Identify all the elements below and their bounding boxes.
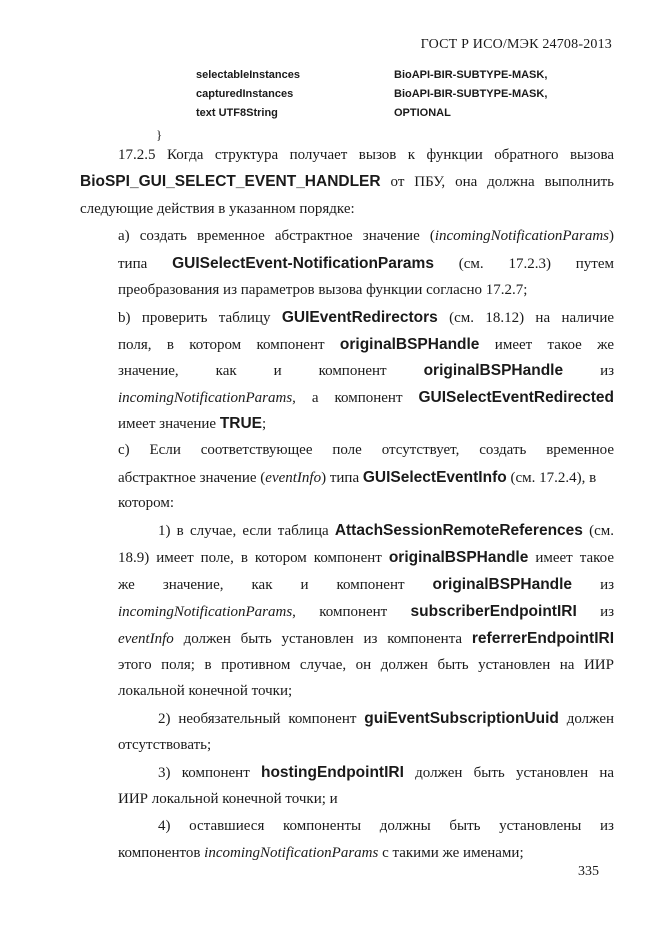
- list-item-a: a) создать временное абстрактное значение (incomingNotificationParams): [118, 228, 614, 244]
- sub-item-1-line: же значение, как и компонент originalBSPHandle из: [118, 576, 615, 593]
- paragraph-line: BioSPI_GUI_SELECT_EVENT_HANDLER от ПБУ, она должна выполнить: [80, 173, 614, 190]
- list-item-b-line: incomingNotificationParams, а компонент GUISelectEventRedirected: [118, 389, 614, 406]
- sub-item-2: 2) необязательный компонент guiEventSubscriptionUuid должен: [158, 710, 615, 727]
- list-item-b-line: значение, как и компонент originalBSPHandle из: [118, 362, 615, 379]
- closing-brace: }: [156, 127, 163, 142]
- paragraph-line: 17.2.5 Когда структура получает вызов к функции обратного вызова: [118, 147, 614, 163]
- code-type: BioAPI-BIR-SUBTYPE-MASK,: [394, 88, 548, 100]
- sub-item-2-line: отсутствовать;: [118, 737, 212, 753]
- list-item-b: b) проверить таблицу GUIEventRedirectors (см. 18.12) на наличие: [118, 309, 614, 326]
- code-type: BioAPI-BIR-SUBTYPE-MASK,: [394, 69, 548, 81]
- code-row: [0, 88, 662, 104]
- sub-item-1-line: eventInfo должен быть установлен из компонента referrerEndpointIRI: [118, 630, 614, 647]
- list-item-b-line: поля, в котором компонент originalBSPHandle имеет такое же: [118, 336, 614, 353]
- paragraph-line: следующие действия в указанном порядке:: [80, 201, 355, 217]
- sub-item-1-line: incomingNotificationParams, компонент subscriberEndpointIRI из: [118, 603, 615, 620]
- sub-item-1-line: локальной конечной точки;: [118, 683, 293, 699]
- code-type: OPTIONAL: [394, 107, 451, 119]
- sub-item-3-line: ИИР локальной конечной точки; и: [118, 791, 338, 807]
- function-name: BioSPI_GUI_SELECT_EVENT_HANDLER: [80, 173, 381, 190]
- list-item-c-line: абстрактное значение (eventInfo) типа GUISelectEventInfo (см. 17.2.4), в: [118, 469, 597, 486]
- code-field: capturedInstances: [196, 88, 294, 100]
- sub-item-1: 1) в случае, если таблица AttachSessionRemoteReferences (см.: [158, 522, 614, 539]
- sub-item-4: 4) оставшиеся компоненты должны быть установлены из: [158, 818, 614, 834]
- sub-item-4-line: компонентов incomingNotificationParams с такими же именами;: [118, 845, 524, 861]
- list-item-c-line: котором:: [118, 495, 175, 511]
- list-item-b-line: имеет значение TRUE;: [118, 415, 267, 432]
- code-field: selectableInstances: [196, 69, 300, 81]
- document-header: ГОСТ Р ИСО/МЭК 24708-2013: [420, 37, 612, 52]
- list-item-a-line: преобразования из параметров вызова функции согласно 17.2.7;: [118, 282, 528, 298]
- sub-item-1-line: этого поля; в противном случае, он должен быть установлен на ИИР: [118, 657, 614, 673]
- list-item-c: c) Если соответствующее поле отсутствует, создать временное: [118, 442, 614, 458]
- page-number: 335: [578, 864, 599, 879]
- code-row: [0, 69, 662, 85]
- list-item-a-line: типа GUISelectEvent-NotificationParams (см. 17.2.3) путем: [118, 255, 615, 272]
- code-field: text UTF8String: [196, 107, 278, 119]
- sub-item-1-line: 18.9) имеет поле, в котором компонент originalBSPHandle имеет такое: [118, 549, 614, 566]
- code-row: [0, 107, 662, 123]
- sub-item-3: 3) компонент hostingEndpointIRI должен быть установлен на: [158, 764, 614, 781]
